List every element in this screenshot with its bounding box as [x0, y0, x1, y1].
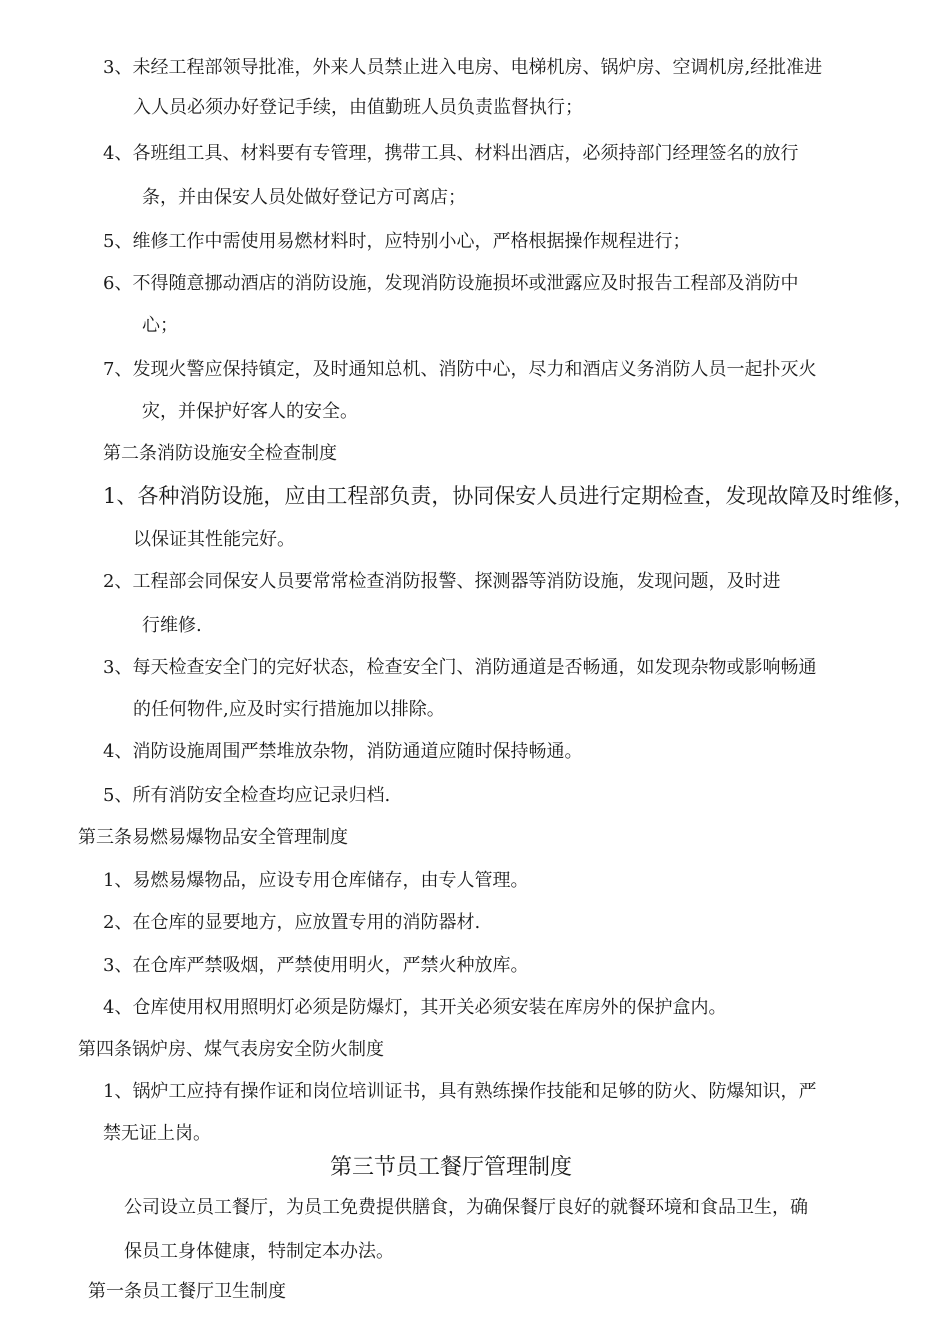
canteen-article-1-heading: 第一条员工餐厅卫生制度 — [88, 1281, 286, 1302]
facility-1-line-2: 以保证其性能完好。 — [133, 529, 295, 550]
boiler-1-line-2: 禁无证上岗。 — [103, 1123, 211, 1144]
explosive-4: 4、仓库使用权用照明灯必须是防爆灯，其开关必须安装在库房外的保护盒内。 — [103, 997, 727, 1018]
article-2-heading: 第二条消防设施安全检查制度 — [103, 443, 337, 464]
facility-5: 5、所有消防安全检查均应记录归档. — [103, 785, 391, 806]
facility-2-line-2: 行维修. — [142, 615, 202, 636]
boiler-1-line-1: 1、锅炉工应持有操作证和岗位培训证书，具有熟练操作技能和足够的防火、防爆知识，严 — [103, 1081, 817, 1102]
rule-3-line-2: 入人员必须办好登记手续，由值勤班人员负责监督执行； — [133, 97, 583, 118]
rule-4-line-1: 4、各班组工具、材料要有专管理，携带工具、材料出酒店，必须持部门经理签名的放行 — [103, 143, 799, 164]
article-4-heading: 第四条锅炉房、煤气表房安全防火制度 — [78, 1039, 384, 1060]
facility-2-line-1: 2、工程部会同保安人员要常常检查消防报警、探测器等消防设施，发现问题，及时进 — [103, 571, 781, 592]
rule-4-line-2: 条，并由保安人员处做好登记方可离店； — [142, 187, 466, 208]
intro-line-1: 公司设立员工餐厅，为员工免费提供膳食，为确保餐厅良好的就餐环境和食品卫生，确 — [124, 1197, 808, 1218]
rule-5: 5、维修工作中需使用易燃材料时，应特别小心，严格根据操作规程进行； — [103, 231, 691, 252]
rule-7-line-1: 7、发现火警应保持镇定，及时通知总机、消防中心，尽力和酒店义务消防人员一起扑灭火 — [103, 359, 817, 380]
facility-3-line-2: 的任何物件,应及时实行措施加以排除。 — [133, 699, 445, 720]
explosive-3: 3、在仓库严禁吸烟，严禁使用明火，严禁火种放库。 — [103, 955, 529, 976]
rule-6-line-2: 心； — [142, 315, 178, 336]
rule-7-line-2: 灾，并保护好客人的安全。 — [142, 401, 358, 422]
explosive-2: 2、在仓库的显要地方，应放置专用的消防器材. — [103, 912, 481, 933]
explosive-1: 1、易燃易爆物品，应设专用仓库储存，由专人管理。 — [103, 870, 529, 891]
section-title: 第三节员工餐厅管理制度 — [330, 1155, 573, 1180]
rule-3-line-1: 3、未经工程部领导批准，外来人员禁止进入电房、电梯机房、锅炉房、空调机房,经批准进 — [103, 57, 823, 78]
facility-4: 4、消防设施周围严禁堆放杂物，消防通道应随时保持畅通。 — [103, 741, 583, 762]
facility-3-line-1: 3、每天检查安全门的完好状态，检查安全门、消防通道是否畅通，如发现杂物或影响畅通 — [103, 657, 817, 678]
article-3-heading: 第三条易燃易爆物品安全管理制度 — [78, 827, 348, 848]
facility-1-line-1: 1、各种消防设施，应由工程部负责，协同保安人员进行定期检查，发现故障及时维修， — [103, 484, 915, 508]
intro-line-2: 保员工身体健康，特制定本办法。 — [124, 1241, 394, 1262]
rule-6-line-1: 6、不得随意挪动酒店的消防设施，发现消防设施损坏或泄露应及时报告工程部及消防中 — [103, 273, 799, 294]
